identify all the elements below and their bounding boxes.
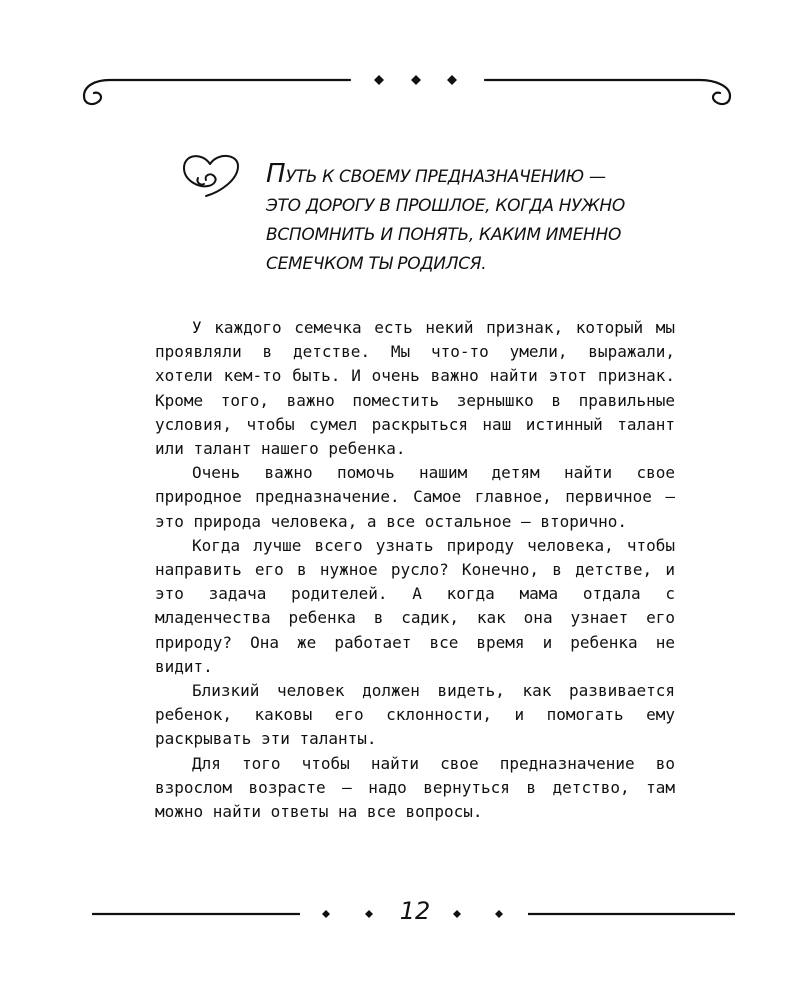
paragraph: Близкий человек должен видеть, как развивается ребенок, каковы его склонности, и помогать ему раскрывать эти таланты. [155, 681, 675, 749]
page-number: 12 [399, 897, 431, 925]
paragraph: Очень важно помочь нашим детям найти свое природное предназначение. Самое главное, первичное – это природа человека, а все остальное – вторично. [155, 463, 675, 531]
paragraph: Для того чтобы найти свое предназначение во взрослом возрасте – надо вернуться в детство, там можно найти ответы на все вопросы. [155, 753, 675, 822]
diamond-icon [411, 75, 421, 85]
left-scroll-icon [84, 80, 350, 104]
diamond-icon [495, 910, 503, 918]
right-scroll-icon [485, 80, 730, 104]
quote-block [180, 150, 640, 280]
diamond-icon [447, 75, 457, 85]
paragraph: У каждого семечка есть некий признак, который мы проявляли в детстве. Мы что-то умели, выражали, хотели кем-то быть. И очень важно найти этот признак. Кроме того, важно поместить зернышко в правильные условия, чтобы сумел раскрыться наш истинный талант или талант нашего ребенка. [155, 318, 675, 459]
diamond-icon [322, 910, 330, 918]
heart-icon [180, 150, 242, 202]
body-text [155, 316, 675, 824]
quote-text [266, 160, 626, 279]
top-ornament [0, 60, 800, 120]
diamond-icon [374, 75, 384, 85]
quote-body: УТЬ К СВОЕМУ ПРЕДНАЗНАЧЕНИЮ — ЭТО ДОРОГУ В ПРОШЛОЕ, КОГДА НУЖНО ВСПОМНИТЬ И ПОНЯТЬ, КАКИМ ИМЕННО СЕМЕЧКОМ ТЫ РОДИЛСЯ. [266, 167, 625, 274]
diamond-icon [453, 910, 461, 918]
quote-first-letter: П [266, 159, 286, 189]
diamond-icon [365, 910, 373, 918]
paragraph: Когда лучше всего узнать природу человека, чтобы направить его в нужное русло? Конечно, в детстве, и это задача родителей. А когда мама отдала с младенчества ребенка в садик, как она узнает его природу? Она же работает все время и ребенка не видит. [155, 535, 675, 676]
